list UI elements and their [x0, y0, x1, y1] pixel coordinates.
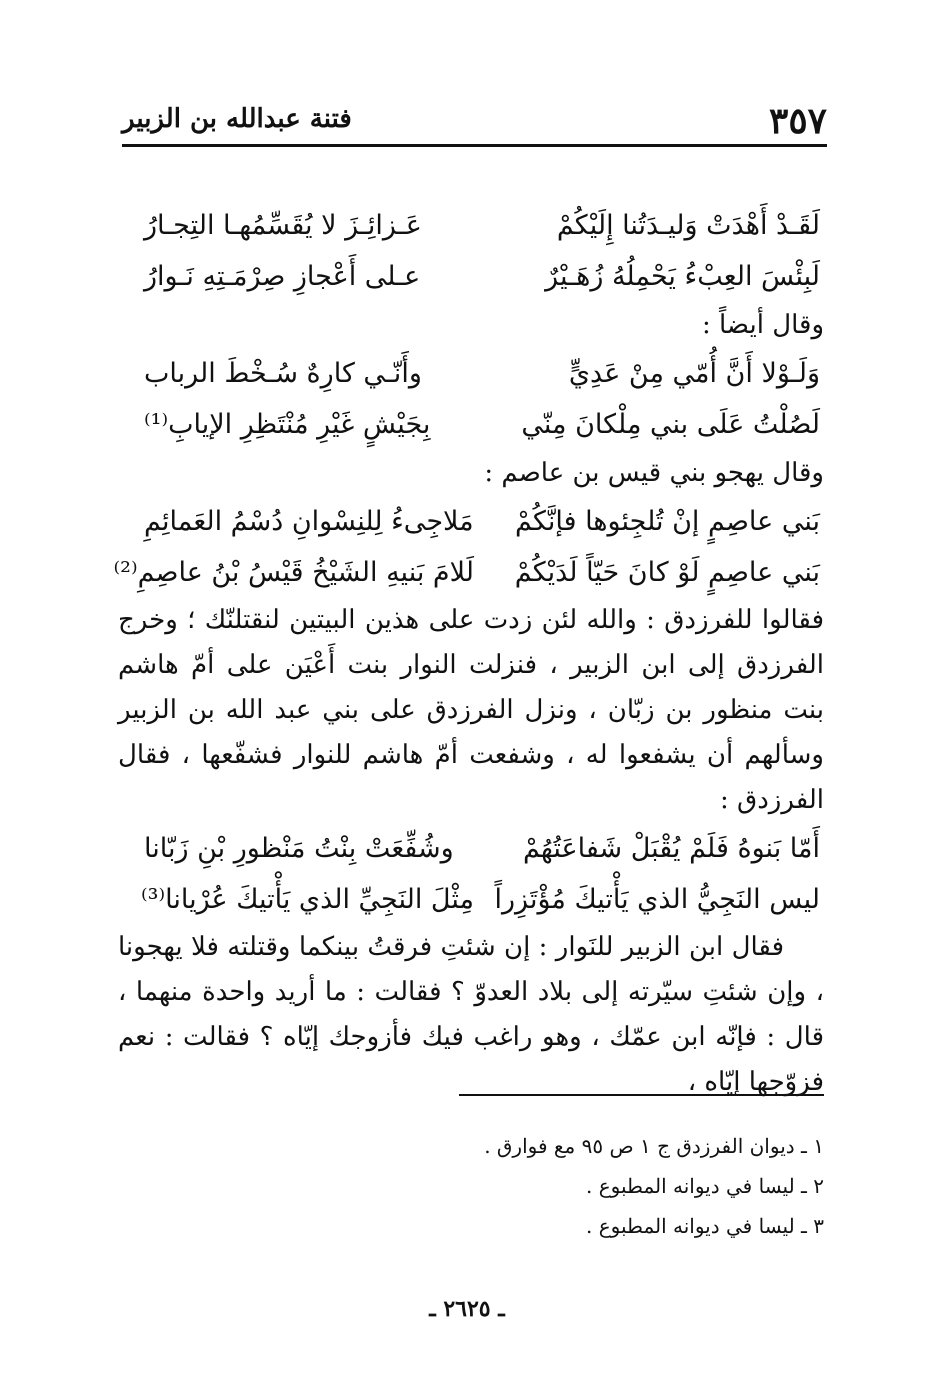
hemistich-first: وَلَـوْلا أَنَّ أُمّي مِنْ عَدِيٍّ — [568, 358, 820, 389]
footnote: ١ ـ ديوان الفرزدق ج ١ ص ٩٥ مع فوارق . — [484, 1134, 824, 1158]
hemistich-second: وشُفِّعَتْ بِنْتُ مَنْظورِ بْنِ زَبّانا — [144, 833, 454, 864]
hemistich-first: بَني عاصِمٍ إنْ تُلجِئوها فإنَّكُمْ — [514, 506, 820, 537]
verse-line — [118, 399, 824, 450]
hemistich-first: لَقَـدْ أَهْدَتْ وَليـدَتُنا إِلَيْكُمْ — [556, 210, 820, 241]
hemistich-second: عـلى أَعْجازِ صِرْمَـتِهِ نَـوارُ — [144, 261, 421, 292]
verse-intro: وقال أيضاً : — [701, 310, 824, 340]
hemistich-first: بَني عاصِمٍ لَوْ كانَ حَيّاً لَدَيْكُمْ — [514, 557, 820, 588]
verse-line — [118, 348, 824, 399]
verse-line — [118, 251, 824, 302]
footnote: ٣ ـ ليسا في ديوانه المطبوع . — [586, 1214, 824, 1238]
verse-line — [118, 823, 824, 874]
page-number: ٣٥٧ — [768, 100, 827, 142]
prose-text: فقال ابن الزبير للنَوار : إن شئتِ فرقتُ بينكما وقتلته فلا يهجونا ، وإن شئتِ سيّرته إلى بلاد العدوّ ؟ فقالت : ما أريد واحدة منهما ، قال : فإنّه ابن عمّك ، وهو راغب فيك فأزوجك إيّاه ؟ فقالت : نعم فزوّجها إيّاه ، — [118, 932, 824, 1097]
prose-text: فقالوا للفرزدق : والله لئن زدت على هذين البيتين لنقتلنّك ؛ وخرج الفرزدق إلى ابن الزبير ، فنزلت النوار بنت أَعْيَن على أمّ هاشم بنت منظور بن زبّان ، ونزل الفرزدق على بني عبد الله بن الزبير وسألهم أن يشفعوا له ، وشفعت أمّ هاشم للنوار فشفّعها ، فقال الفرزدق : — [118, 605, 824, 815]
footnotes — [224, 1126, 824, 1246]
hemistich-second: لَلامَ بَنيهِ الشَيْخُ قَيْسُ بْنُ عاصِمِ⁽²⁾ — [113, 557, 474, 588]
hemistich-second: مِثْلَ النَجِيِّ الذي يَأْتيكَ عُرْيانا⁽³⁾ — [141, 884, 474, 915]
volume-page-number: ـ ٢٦٢٥ ـ — [429, 1296, 505, 1322]
footnote: ٢ ـ ليسا في ديوانه المطبوع . — [586, 1174, 824, 1198]
verse-line — [113, 547, 824, 598]
verse-line — [118, 496, 824, 547]
hemistich-second: عَـزائِـزَ لا يُقَسِّمُهـا التِجـارُ — [144, 210, 422, 241]
page-body — [113, 200, 824, 1105]
hemistich-first: ليس النَجِيُّ الذي يَأْتيكَ مُؤْتَزِراً — [494, 884, 820, 915]
verse-intro: وقال يهجو بني قيس بن عاصم : — [484, 458, 824, 488]
running-header — [122, 98, 827, 147]
verse-line — [118, 200, 824, 251]
prose-paragraph — [118, 925, 824, 1105]
hemistich-second: بِجَيْشٍ غَيْرِ مُنْتَظِرِ الإيابِ⁽¹⁾ — [144, 409, 431, 440]
prose-paragraph — [118, 598, 824, 823]
hemistich-second: مَلاجِىءُ لِلنِسْوانِ دُسْمُ العَمائِمِ — [144, 506, 474, 537]
footnote-divider — [459, 1094, 824, 1096]
hemistich-first: أَمّا بَنوهُ فَلَمْ يُقْبَلْ شَفاعَتُهُمْ — [522, 833, 820, 864]
verse-line — [118, 874, 824, 925]
hemistich-second: وأَنّـي كارِهٌ سُـخْطَ الرباب — [144, 358, 422, 389]
hemistich-first: لَبِئْسَ العِبْءُ يَحْمِلُهُ زُهَـيْرٌ — [545, 261, 820, 292]
hemistich-first: لَصُلْتُ عَلَى بني مِلْكانَ مِنّي — [521, 409, 820, 440]
chapter-title: فتنة عبدالله بن الزبير — [122, 104, 352, 134]
